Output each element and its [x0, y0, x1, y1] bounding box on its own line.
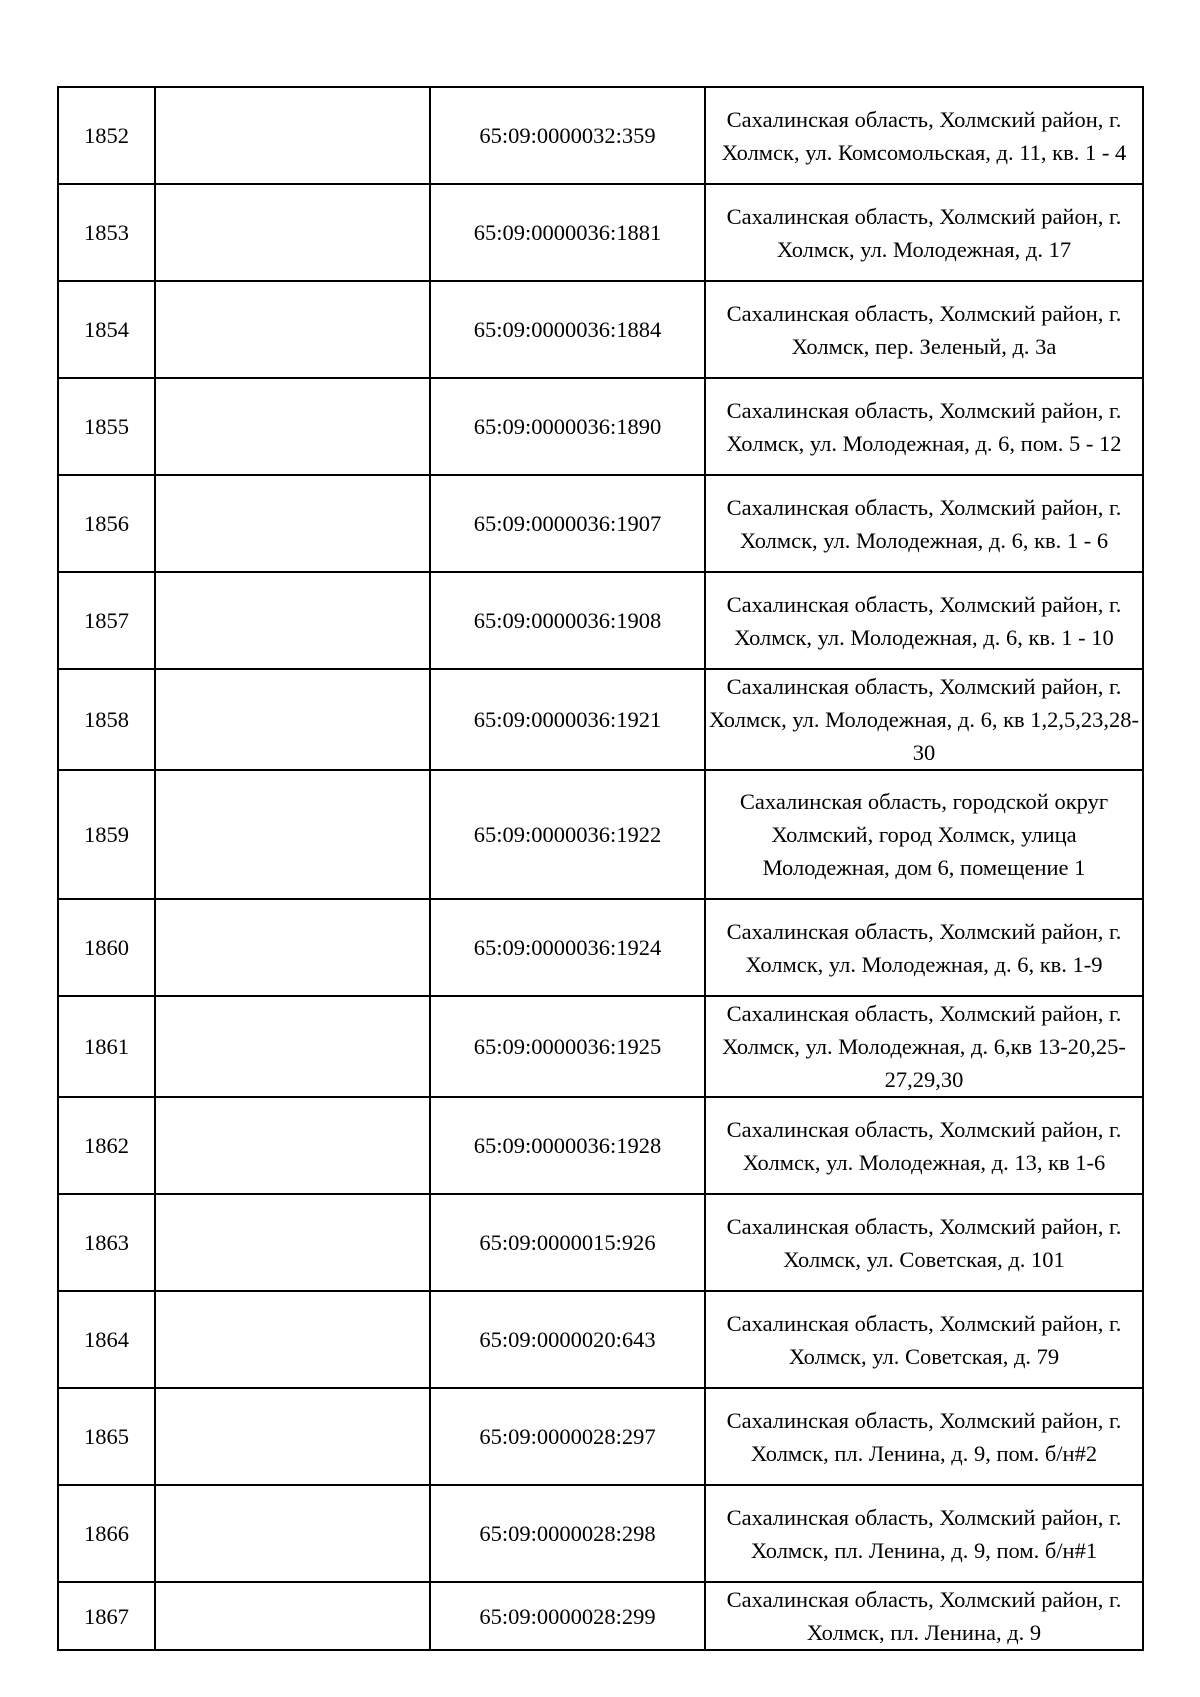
address: Сахалинская область, городской округ Холмский, город Холмск, улица Молодежная, дом 6, помещение 1	[705, 770, 1143, 899]
table-row	[58, 475, 1143, 572]
table-row	[58, 281, 1143, 378]
address: Сахалинская область, Холмский район, г. Холмск, ул. Советская, д. 79	[705, 1291, 1143, 1388]
empty-cell	[155, 1485, 430, 1582]
table-row	[58, 1194, 1143, 1291]
row-number: 1867	[58, 1582, 155, 1650]
empty-cell	[155, 378, 430, 475]
table-row	[58, 1485, 1143, 1582]
address: Сахалинская область, Холмский район, г. Холмск, пл. Ленина, д. 9, пом. б/н#2	[705, 1388, 1143, 1485]
empty-cell	[155, 1582, 430, 1650]
address: Сахалинская область, Холмский район, г. Холмск, пл. Ленина, д. 9, пом. б/н#1	[705, 1485, 1143, 1582]
cadastral-number: 65:09:0000036:1924	[430, 899, 705, 996]
table-row	[58, 1097, 1143, 1194]
cadastral-number: 65:09:0000028:297	[430, 1388, 705, 1485]
empty-cell	[155, 770, 430, 899]
empty-cell	[155, 475, 430, 572]
address: Сахалинская область, Холмский район, г. Холмск, ул. Молодежная, д. 17	[705, 184, 1143, 281]
cadastral-number: 65:09:0000028:299	[430, 1582, 705, 1650]
row-number: 1866	[58, 1485, 155, 1582]
empty-cell	[155, 1097, 430, 1194]
cadastral-number: 65:09:0000036:1881	[430, 184, 705, 281]
row-number: 1863	[58, 1194, 155, 1291]
table-row	[58, 1291, 1143, 1388]
address: Сахалинская область, Холмский район, г. Холмск, ул. Молодежная, д. 6, кв. 1 - 6	[705, 475, 1143, 572]
cadastral-number: 65:09:0000020:643	[430, 1291, 705, 1388]
empty-cell	[155, 572, 430, 669]
address: Сахалинская область, Холмский район, г. Холмск, ул. Молодежная, д. 6, кв 1,2,5,23,28-30	[705, 669, 1143, 770]
table-row	[58, 770, 1143, 899]
address: Сахалинская область, Холмский район, г. Холмск, ул. Комсомольская, д. 11, кв. 1 - 4	[705, 87, 1143, 184]
row-number: 1862	[58, 1097, 155, 1194]
empty-cell	[155, 281, 430, 378]
row-number: 1853	[58, 184, 155, 281]
cadastral-number: 65:09:0000015:926	[430, 1194, 705, 1291]
table-row	[58, 1582, 1143, 1650]
row-number: 1865	[58, 1388, 155, 1485]
cadastral-number: 65:09:0000036:1921	[430, 669, 705, 770]
cadastral-number: 65:09:0000036:1890	[430, 378, 705, 475]
row-number: 1855	[58, 378, 155, 475]
empty-cell	[155, 87, 430, 184]
table-row	[58, 996, 1143, 1097]
row-number: 1861	[58, 996, 155, 1097]
table-row	[58, 87, 1143, 184]
property-registry-table	[57, 86, 1144, 1651]
empty-cell	[155, 184, 430, 281]
table-row	[58, 899, 1143, 996]
empty-cell	[155, 1388, 430, 1485]
address: Сахалинская область, Холмский район, г. Холмск, ул. Молодежная, д. 6, пом. 5 - 12	[705, 378, 1143, 475]
empty-cell	[155, 669, 430, 770]
table-row	[58, 572, 1143, 669]
cadastral-number: 65:09:0000036:1884	[430, 281, 705, 378]
address: Сахалинская область, Холмский район, г. Холмск, пл. Ленина, д. 9	[705, 1582, 1143, 1650]
empty-cell	[155, 1194, 430, 1291]
cadastral-number: 65:09:0000032:359	[430, 87, 705, 184]
empty-cell	[155, 899, 430, 996]
table-row	[58, 378, 1143, 475]
address: Сахалинская область, Холмский район, г. Холмск, ул. Молодежная, д. 6, кв. 1 - 10	[705, 572, 1143, 669]
row-number: 1852	[58, 87, 155, 184]
address: Сахалинская область, Холмский район, г. Холмск, ул. Молодежная, д. 13, кв 1-6	[705, 1097, 1143, 1194]
row-number: 1859	[58, 770, 155, 899]
table-row	[58, 184, 1143, 281]
row-number: 1854	[58, 281, 155, 378]
cadastral-number: 65:09:0000036:1907	[430, 475, 705, 572]
row-number: 1857	[58, 572, 155, 669]
empty-cell	[155, 1291, 430, 1388]
table-row	[58, 669, 1143, 770]
cadastral-number: 65:09:0000036:1925	[430, 996, 705, 1097]
row-number: 1860	[58, 899, 155, 996]
cadastral-number: 65:09:0000036:1908	[430, 572, 705, 669]
row-number: 1856	[58, 475, 155, 572]
row-number: 1858	[58, 669, 155, 770]
cadastral-number: 65:09:0000036:1922	[430, 770, 705, 899]
empty-cell	[155, 996, 430, 1097]
address: Сахалинская область, Холмский район, г. Холмск, пер. Зеленый, д. 3а	[705, 281, 1143, 378]
cadastral-number: 65:09:0000028:298	[430, 1485, 705, 1582]
cadastral-number: 65:09:0000036:1928	[430, 1097, 705, 1194]
table-row	[58, 1388, 1143, 1485]
row-number: 1864	[58, 1291, 155, 1388]
address: Сахалинская область, Холмский район, г. Холмск, ул. Молодежная, д. 6,кв 13-20,25-27,29,30	[705, 996, 1143, 1097]
address: Сахалинская область, Холмский район, г. Холмск, ул. Молодежная, д. 6, кв. 1-9	[705, 899, 1143, 996]
address: Сахалинская область, Холмский район, г. Холмск, ул. Советская, д. 101	[705, 1194, 1143, 1291]
